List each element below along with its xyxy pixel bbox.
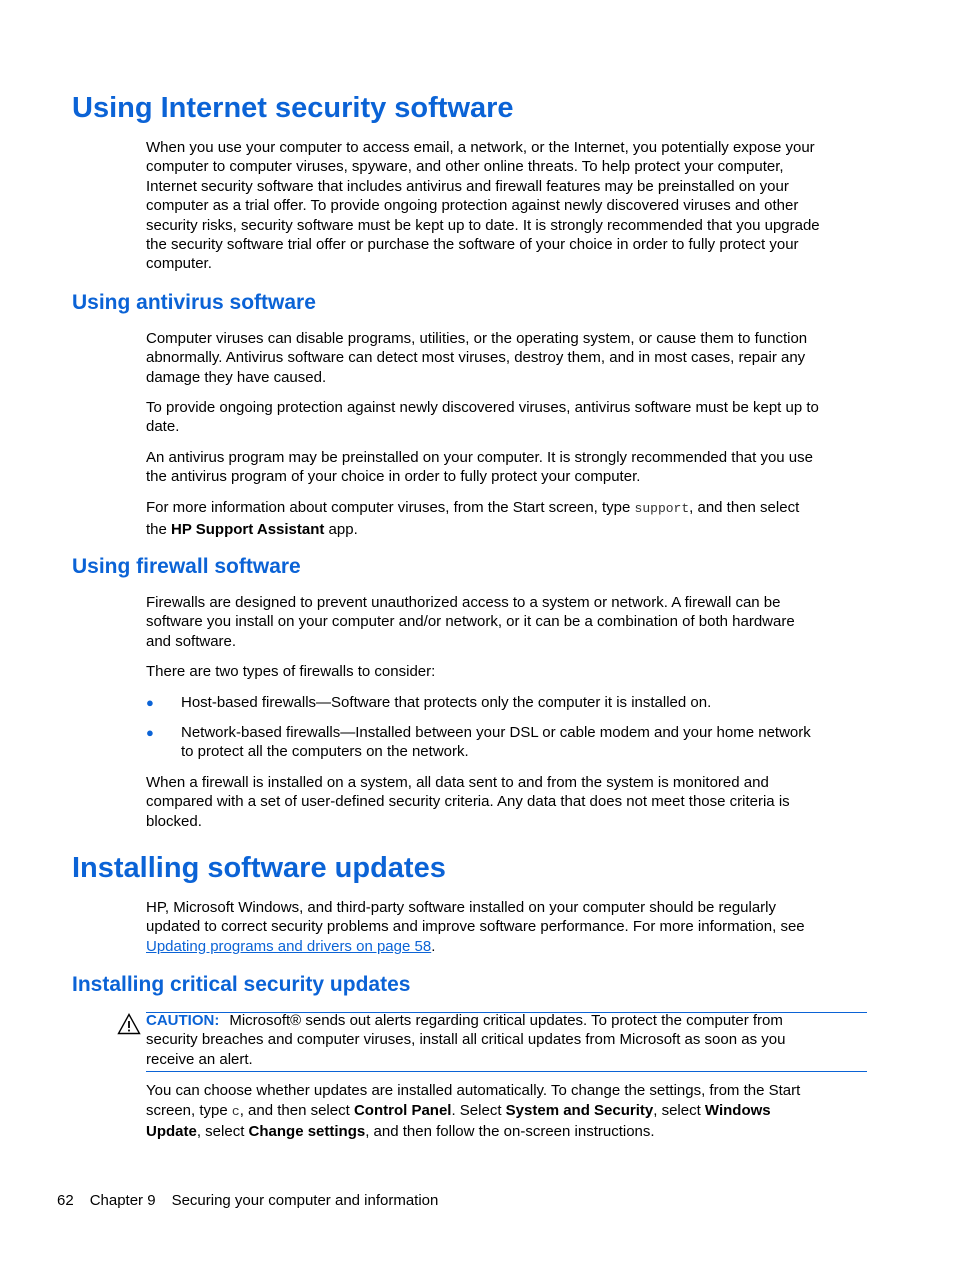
caution-note: [146, 1011, 870, 1069]
heading-internet-security: Using Internet security software: [72, 92, 514, 124]
text-line: updated to correct security problems and improve software performance. For more information, see: [146, 918, 805, 936]
text-line: To provide ongoing protection against newly discovered viruses, antivirus software must be kept up to: [146, 399, 819, 416]
code-c: c: [231, 1104, 240, 1119]
text-run: , select: [653, 1102, 705, 1119]
text-line: receive an alert.: [146, 1050, 253, 1068]
bullet-icon: ●: [146, 695, 154, 710]
text-line: computer as a trial offer. To provide ongoing protection against newly discovered viruses and other: [146, 197, 799, 215]
paragraph-antivirus-4: [146, 497, 870, 540]
page-footer: [57, 1191, 438, 1211]
paragraph-antivirus-1: [146, 329, 870, 387]
text-line: Computer viruses can disable programs, utilities, or the operating system, or cause them to function: [146, 330, 808, 347]
text-line: blocked.: [146, 812, 202, 830]
text-line: damage they have caused.: [146, 368, 327, 386]
text-line: [146, 937, 870, 956]
text-line: the security software trial offer or purchase the software of your choice in order to fully protect your: [146, 236, 799, 254]
bullet-icon: ●: [146, 725, 154, 740]
text-run: , select: [196, 1123, 249, 1140]
text-run: , and then select: [239, 1102, 354, 1119]
text-line: [146, 1122, 870, 1142]
page-number: 62: [57, 1192, 74, 1209]
text-line: security breaches and computer viruses, install all critical updates from Microsoft as soon as you: [146, 1031, 786, 1049]
caution-label: CAUTION:: [146, 1012, 220, 1029]
text-run: .: [431, 937, 436, 955]
paragraph-firewall-3: [146, 773, 870, 831]
text-line: There are two types of firewalls to consider:: [146, 663, 436, 680]
text-run: Microsoft® sends out alerts regarding critical updates. To protect the computer from: [229, 1012, 783, 1029]
text-line: the antivirus program of your choice in order to fully protect your computer.: [146, 468, 641, 486]
text-line: computer.: [146, 255, 212, 273]
paragraph-software-updates: [146, 898, 870, 956]
heading-antivirus: Using antivirus software: [72, 291, 316, 314]
text-line: [146, 519, 870, 540]
text-line: date.: [146, 418, 180, 436]
text-line: and software.: [146, 632, 237, 650]
text-line: [146, 1101, 870, 1122]
text-line: Firewalls are designed to prevent unauthorized access to a system or network. A firewall can be: [146, 594, 781, 611]
heading-critical-updates: Installing critical security updates: [72, 973, 411, 996]
text-line: [146, 497, 870, 519]
text-line: software you install on your computer and/or network, or it can be a combination of both hardware: [146, 613, 795, 631]
text-line: to protect all the computers on the network.: [181, 743, 469, 761]
windows-label: Windows: [704, 1102, 771, 1119]
paragraph-antivirus-2: [146, 398, 870, 437]
system-security-label: System and Security: [505, 1102, 654, 1119]
heading-software-updates: Installing software updates: [72, 852, 446, 884]
text-run: , and then follow the on-screen instructions.: [365, 1123, 655, 1140]
heading-firewall: Using firewall software: [72, 555, 301, 578]
paragraph-critical-updates: [146, 1081, 870, 1142]
text-line: computer to computer viruses, spyware, and other online threats. To help protect your computer,: [146, 158, 784, 176]
text-line: HP, Microsoft Windows, and third-party software installed on your computer should be regularly: [146, 899, 777, 916]
text-line: [146, 1011, 870, 1030]
paragraph-firewall-2: [146, 662, 870, 681]
paragraph-firewall-1: [146, 593, 870, 651]
text-line: When you use your computer to access email, a network, or the Internet, you potentially expose your: [146, 139, 815, 156]
text-line: Host-based firewalls—Software that protects only the computer it is installed on.: [181, 694, 712, 711]
text-line: Network-based firewalls—Installed between your DSL or cable modem and your home network: [181, 724, 811, 741]
chapter-label: Chapter 9: [89, 1192, 156, 1209]
change-settings-label: Change settings: [248, 1123, 366, 1140]
text-run: the: [146, 521, 172, 538]
list-item-text: [181, 693, 871, 712]
text-line: compared with a set of user-defined security criteria. Any data that does not meet those criteria is: [146, 793, 790, 811]
hp-support-assistant-label: HP Support Assistant: [171, 521, 325, 538]
text-run: For more information about computer viruses, from the Start screen, type: [146, 499, 635, 516]
warning-triangle-icon: [117, 1013, 141, 1035]
chapter-title: Securing your computer and information: [171, 1192, 439, 1209]
update-label: Update: [146, 1123, 197, 1140]
paragraph-internet-security: [146, 138, 870, 274]
updating-programs-link[interactable]: Updating programs and drivers on page 58: [146, 937, 432, 955]
text-run: , and then select: [689, 499, 800, 516]
text-line: security risks, security software must be kept up to date. It is strongly recommended that you upgrade: [146, 216, 820, 234]
list-item-text: [181, 723, 871, 762]
text-line: You can choose whether updates are installed automatically. To change the settings, from the Start: [146, 1082, 801, 1099]
control-panel-label: Control Panel: [353, 1102, 452, 1119]
paragraph-antivirus-3: [146, 448, 870, 487]
text-line: An antivirus program may be preinstalled on your computer. It is strongly recommended that you use: [146, 449, 813, 466]
text-line: When a firewall is installed on a system, all data sent to and from the system is monitored and: [146, 774, 769, 791]
text-run: app.: [324, 521, 358, 538]
text-line: abnormally. Antivirus software can detect most viruses, destroy them, and in most cases, repair any: [146, 349, 806, 367]
text-line: Internet security software that includes antivirus and firewall features may be preinstalled on your: [146, 177, 789, 195]
text-run: screen, type: [146, 1102, 232, 1119]
code-support: support: [634, 501, 690, 516]
text-run: . Select: [451, 1102, 506, 1119]
